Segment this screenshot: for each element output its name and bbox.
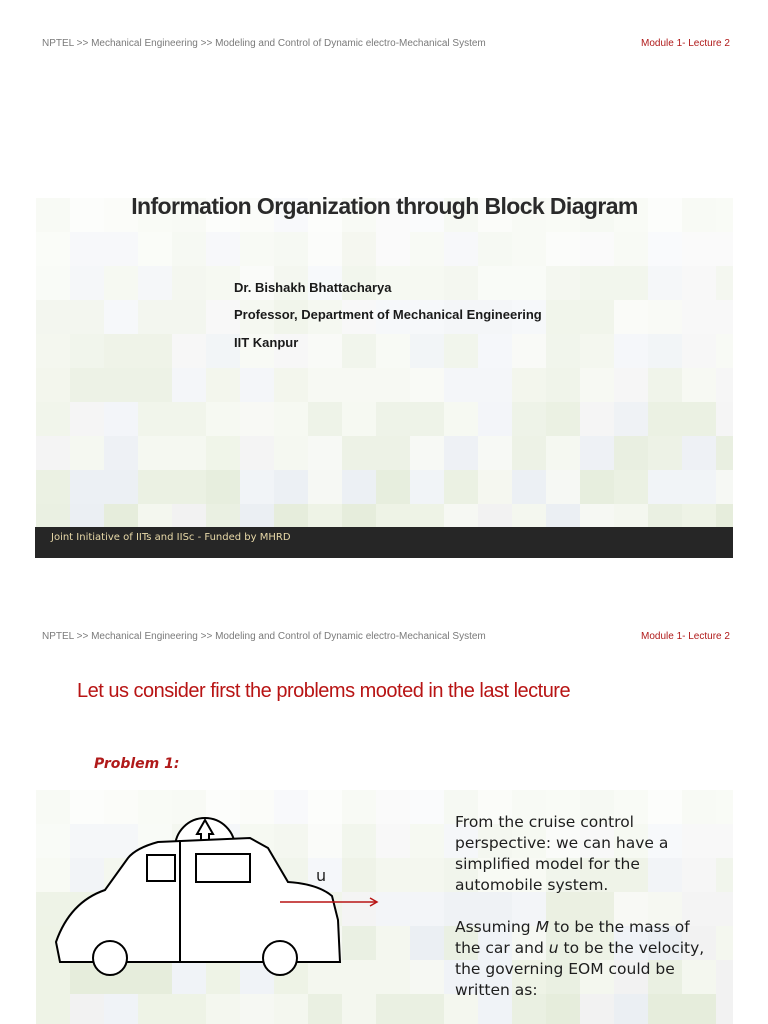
module-label: Module 1- Lecture 2 bbox=[641, 38, 730, 49]
slide-title: Let us consider first the problems mooted in the last lecture bbox=[77, 680, 571, 702]
window-front bbox=[147, 855, 175, 881]
module-label: Module 1- Lecture 2 bbox=[641, 631, 730, 642]
velocity-label: u bbox=[316, 866, 327, 885]
author-institute: IIT Kanpur bbox=[234, 335, 299, 350]
footer-bar bbox=[35, 527, 733, 558]
mosaic-background bbox=[36, 198, 733, 527]
problem-slide bbox=[0, 590, 768, 1024]
velocity-arrow bbox=[279, 895, 381, 909]
breadcrumb: NPTEL >> Mechanical Engineering >> Modeling and Control of Dynamic electro-Mechanical System bbox=[42, 631, 486, 642]
wheel-rear bbox=[263, 941, 297, 975]
breadcrumb: NPTEL >> Mechanical Engineering >> Modeling and Control of Dynamic electro-Mechanical System bbox=[42, 38, 486, 49]
description-paragraph: From the cruise control perspective: we can have a simplified model for the automobile system. bbox=[455, 813, 669, 894]
wheel-front bbox=[93, 941, 127, 975]
slide-title: Information Organization through Block Diagram bbox=[131, 193, 638, 219]
eom-paragraph: Assuming M to be the mass of the car and u to be the velocity, the governing EOM could be written as: bbox=[455, 918, 705, 999]
slide-header bbox=[0, 38, 768, 58]
author-name: Dr. Bishakh Bhattacharya bbox=[234, 280, 392, 295]
slide-header bbox=[0, 631, 768, 651]
author-position: Professor, Department of Mechanical Engineering bbox=[234, 307, 542, 322]
window-rear bbox=[196, 854, 250, 882]
velocity-symbol: u bbox=[548, 939, 559, 957]
footer-text: Joint Initiative of IITs and IISc - Funded by MHRD bbox=[51, 532, 291, 543]
mass-symbol: M bbox=[535, 918, 549, 936]
problem-label: Problem 1: bbox=[94, 756, 180, 772]
